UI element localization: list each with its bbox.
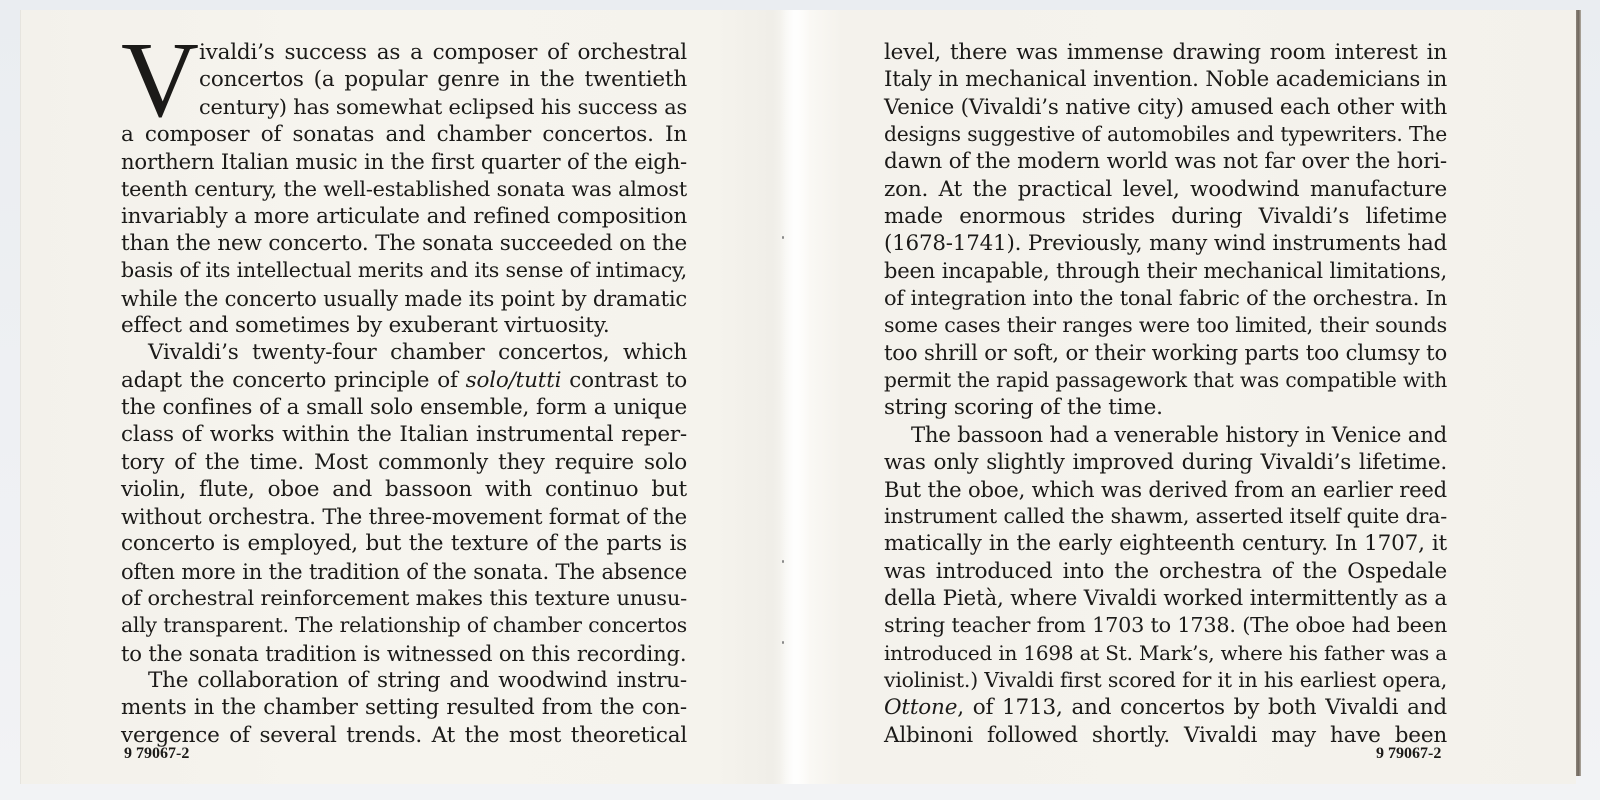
text-line: class of works within the Italian instrumental reper- <box>121 422 687 448</box>
text-run: , of 1713, and concertos by both Vivaldi and <box>957 695 1447 721</box>
text-line: ally transparent. The relationship of chamber concertos <box>121 613 687 638</box>
text-line: than the new concerto. The sonata succeeded on the <box>121 231 687 257</box>
catalog-number: 9 79067-2 <box>1376 745 1442 762</box>
italic-term: solo/tutti <box>465 367 562 393</box>
text-line: violin, flute, oboe and bassoon with continuo but <box>121 476 687 502</box>
drop-cap: V <box>121 21 199 140</box>
text-line: matically in the early eighteenth century. In 1707, it <box>884 531 1447 557</box>
text-line: Vivaldi’s twenty-four chamber concertos, which <box>148 340 687 366</box>
text-line: The bassoon had a venerable history in Venice and <box>911 422 1447 448</box>
text-line: Italy in mechanical invention. Noble academicians in <box>884 67 1447 93</box>
text-line: introduced in 1698 at St. Mark’s, where his father was a <box>884 640 1447 665</box>
text-line: some cases their ranges were too limited, their sounds <box>884 313 1447 337</box>
text-line: string teacher from 1703 to 1738. (The oboe had been <box>884 613 1447 638</box>
text-line: Venice (Vivaldi’s native city) amused each other with <box>884 94 1447 120</box>
text-line: But the oboe, which was derived from an earlier reed <box>884 476 1447 502</box>
text-line: concerto is employed, but the texture of the parts is <box>121 531 687 557</box>
dust-speck <box>782 236 784 239</box>
text-line: string scoring of the time. <box>884 394 1163 420</box>
text-line: della Pietà, where Vivaldi worked intermittently as a <box>884 586 1447 611</box>
text-run: contrast to <box>561 367 687 393</box>
text-line: basis of its intellectual merits and its sense of intimacy, <box>121 258 687 283</box>
text-line: a composer of sonatas and chamber concertos. In <box>121 121 687 147</box>
text-line: level, there was immense drawing room interest in <box>884 40 1447 65</box>
text-line: northern Italian music in the first quarter of the eigh- <box>121 149 687 175</box>
text-line: violinist.) Vivaldi first scored for it in his earliest opera, <box>884 667 1447 692</box>
text-line: while the concerto usually made its point by dramatic <box>121 285 687 311</box>
text-line: of integration into the tonal fabric of the orchestra. In <box>884 285 1447 310</box>
text-line: of orchestral reinforcement makes this texture unusu- <box>121 586 687 610</box>
text-line: teenth century, the well-established sonata was almost <box>121 176 687 201</box>
dust-speck <box>782 560 784 563</box>
text-line: effect and sometimes by exuberant virtuosity. <box>121 313 610 338</box>
gutter-fold <box>780 10 810 784</box>
text-line: instrument called the shawm, asserted itself quite dra- <box>884 504 1447 529</box>
text-line: ments in the chamber setting resulted from the con- <box>121 695 687 721</box>
text-line: often more in the tradition of the sonata. The absence <box>121 558 687 584</box>
text-line: without orchestra. The three-movement format of the <box>121 504 687 530</box>
dust-speck <box>782 641 784 644</box>
text-line: been incapable, through their mechanical limitations, <box>884 258 1447 284</box>
text-line: designs suggestive of automobiles and typewriters. The <box>884 121 1447 146</box>
text-line: ivaldi’s success as a composer of orchestral <box>199 40 687 65</box>
page-edge <box>1576 10 1581 776</box>
text-line: permit the rapid passagework that was compatible with <box>884 367 1447 392</box>
text-line-mixed <box>121 367 687 394</box>
text-line: was introduced into the orchestra of the Ospedale <box>884 558 1447 584</box>
text-line: concertos (a popular genre in the twentieth <box>199 67 687 93</box>
italic-title: Ottone <box>884 695 958 721</box>
text-line: the confines of a small solo ensemble, form a unique <box>121 394 687 420</box>
text-line: vergence of several trends. At the most theoretical <box>121 722 687 748</box>
text-line: zon. At the practical level, woodwind manufacture <box>884 176 1447 202</box>
text-line: tory of the time. Most commonly they require solo <box>121 449 687 475</box>
text-line: dawn of the modern world was not far over the hori- <box>884 149 1447 175</box>
text-line: (1678-1741). Previously, many wind instruments had <box>884 231 1447 257</box>
text-line: to the sonata tradition is witnessed on this recording. <box>121 640 687 666</box>
text-run: adapt the concerto principle of <box>121 367 466 393</box>
text-line: made enormous strides during Vivaldi’s lifetime <box>884 203 1447 229</box>
text-line: Albinoni followed shortly. Vivaldi may have been <box>884 722 1447 748</box>
text-line-mixed <box>884 694 1447 721</box>
text-line: invariably a more articulate and refined composition <box>121 203 687 229</box>
text-line: century) has somewhat eclipsed his success as <box>199 94 687 119</box>
text-line: The collaboration of string and woodwind instru- <box>148 667 687 693</box>
catalog-number: 9 79067-2 <box>124 745 190 762</box>
text-line: was only slightly improved during Vivaldi’s lifetime. <box>884 449 1447 475</box>
text-line: too shrill or soft, or their working parts too clumsy to <box>884 340 1447 366</box>
